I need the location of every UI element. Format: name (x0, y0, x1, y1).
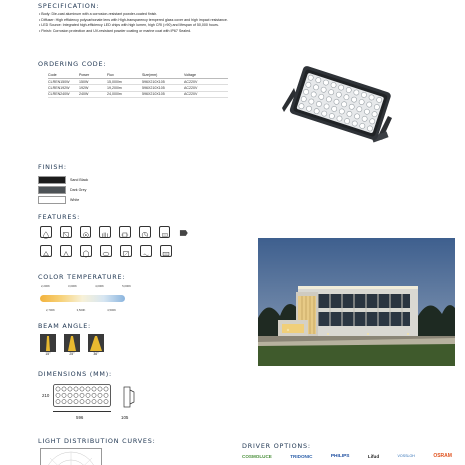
dimension-width-line (53, 411, 111, 412)
table-row (48, 91, 228, 97)
finish-swatch-sand-black (38, 176, 66, 184)
color-temperature-heading: COLOR TEMPERATURE: (38, 273, 126, 281)
features-heading: FEATURES: (38, 213, 81, 221)
light-distribution-heading: LIGHT DISTRIBUTION CURVES: (38, 437, 156, 445)
col-power: Power (79, 71, 107, 79)
ct-tick: 2,700K (46, 308, 55, 312)
cell-size: 596X210X105 (142, 79, 184, 85)
ordering-code-table (48, 71, 228, 98)
angle-icon (60, 245, 72, 257)
dimension-depth: 105 (121, 415, 129, 420)
finish-swatches (38, 175, 158, 205)
cell-flux: 15,000lm (107, 79, 142, 85)
cell-code: CLREN192W (48, 85, 79, 91)
dimension-height: 210 (42, 393, 50, 398)
light-distribution-curve (40, 448, 102, 465)
beam-angle-label: 25° (69, 352, 75, 356)
cell-size: 596X210X105 (142, 91, 184, 97)
cell-flux: 24,000lm (107, 91, 142, 97)
features-icon-grid (40, 226, 190, 257)
finish-label: Dark Grey (70, 188, 87, 192)
dimming-icon (40, 245, 52, 257)
dimension-width: 596 (76, 415, 84, 420)
col-voltage: Voltage (184, 71, 228, 79)
bracket-icon (80, 245, 92, 257)
spec-line-diffuser: • Diffuser: High efficiency polycarbonate lens with High-transparency tempered glass cover and high impact resistance. (39, 17, 228, 22)
specification-heading: SPECIFICATION: (38, 2, 100, 10)
finish-option (38, 185, 158, 195)
driver-icon (139, 226, 151, 238)
surge-icon (159, 226, 171, 238)
brand-philips-logo: PHILIPS (330, 453, 350, 459)
cell-flux: 19,200lm (107, 85, 142, 91)
led-chip-icon (119, 226, 131, 238)
brand-cosmoluce-logo: COSMOLUCE (242, 453, 272, 459)
beam-angle-option (64, 334, 80, 356)
ct-tick: 2,200K (41, 284, 50, 288)
cell-power: 192W (79, 85, 107, 91)
table-header-row (48, 71, 228, 79)
finish-swatch-dark-grey (38, 186, 66, 194)
color-temperature-top-ticks (41, 284, 131, 288)
ct-tick: 4,000K (95, 284, 104, 288)
ct-tick: 4,500K (107, 308, 116, 312)
finish-option (38, 175, 158, 185)
ip67-icon (40, 226, 52, 238)
beam-angle-option (40, 334, 56, 356)
spec-line-led-source: • LED Source: Integrated high-efficiency LED chips with high lumen, high CRI (>90) and lifespan of 50,000 hours. (39, 23, 219, 28)
cell-power: 150W (79, 79, 107, 85)
cell-power: 240W (79, 91, 107, 97)
finish-heading: FINISH: (38, 163, 67, 171)
beam-angle-icons (40, 334, 104, 356)
heat-sink-icon (99, 226, 111, 238)
color-temperature-bar (40, 295, 125, 302)
lens-icon (100, 245, 112, 257)
driver-brand-logos (242, 453, 452, 459)
specification-list (39, 12, 459, 34)
color-temperature-bottom-ticks (46, 308, 116, 312)
cell-code: CLREN240W (48, 91, 79, 97)
glass-icon (120, 245, 132, 257)
brand-lifud-logo: Lifud (367, 453, 380, 459)
finish-option (38, 195, 158, 205)
waterproof-icon (140, 245, 152, 257)
beam-angle-label: 15° (45, 352, 51, 356)
beam-angle-option (88, 334, 104, 356)
beam-36-icon (88, 334, 104, 352)
application-photo (258, 238, 455, 366)
cell-voltage: AC220V (184, 91, 228, 97)
lifespan-icon (160, 245, 172, 257)
cell-code: CLREN150W (48, 79, 79, 85)
finish-label: White (70, 198, 80, 202)
beam-angle-label: 36° (93, 352, 99, 356)
ordering-code-heading: ORDERING CODE: (38, 60, 107, 68)
product-image-floodlight (280, 60, 400, 150)
warranty-icon (178, 226, 190, 238)
beam-25-icon (64, 334, 80, 352)
ct-tick: 5,000K (122, 284, 131, 288)
beam-angle-heading: BEAM ANGLE: (38, 322, 91, 330)
beam-15-icon (40, 334, 56, 352)
col-flux: Flux (107, 71, 142, 79)
brand-vossloh-logo: VOSSLOH (397, 454, 415, 458)
cri-icon (80, 226, 92, 238)
finish-swatch-white (38, 196, 66, 204)
col-code: Code (48, 71, 79, 79)
brand-tridonic-logo: TRIDONIC (290, 453, 313, 459)
cell-voltage: AC220V (184, 85, 228, 91)
cell-voltage: AC220V (184, 79, 228, 85)
cell-size: 596X210X105 (142, 85, 184, 91)
ik-icon (60, 226, 72, 238)
driver-options-heading: DRIVER OPTIONS: (242, 442, 311, 450)
brand-osram-logo: OSRAM (433, 453, 452, 459)
ct-tick: 3,000K (68, 284, 77, 288)
spec-line-body: • Body: Die-cast aluminum with a corrosion-resistant powder-coated finish. (39, 12, 158, 16)
dimensions-heading: DIMENSIONS (MM): (38, 370, 112, 378)
spec-line-finish: • Finish: Corrosion protection and UV-resistant powder coating or marine coat with IP67 Sealed. (39, 28, 192, 33)
ct-tick: 3,500K (76, 308, 86, 312)
finish-label: Sand Black (70, 178, 89, 182)
dimension-front-drawing (53, 384, 111, 407)
col-size: Size(mm) (142, 71, 184, 79)
dimension-side-drawing (121, 386, 135, 408)
